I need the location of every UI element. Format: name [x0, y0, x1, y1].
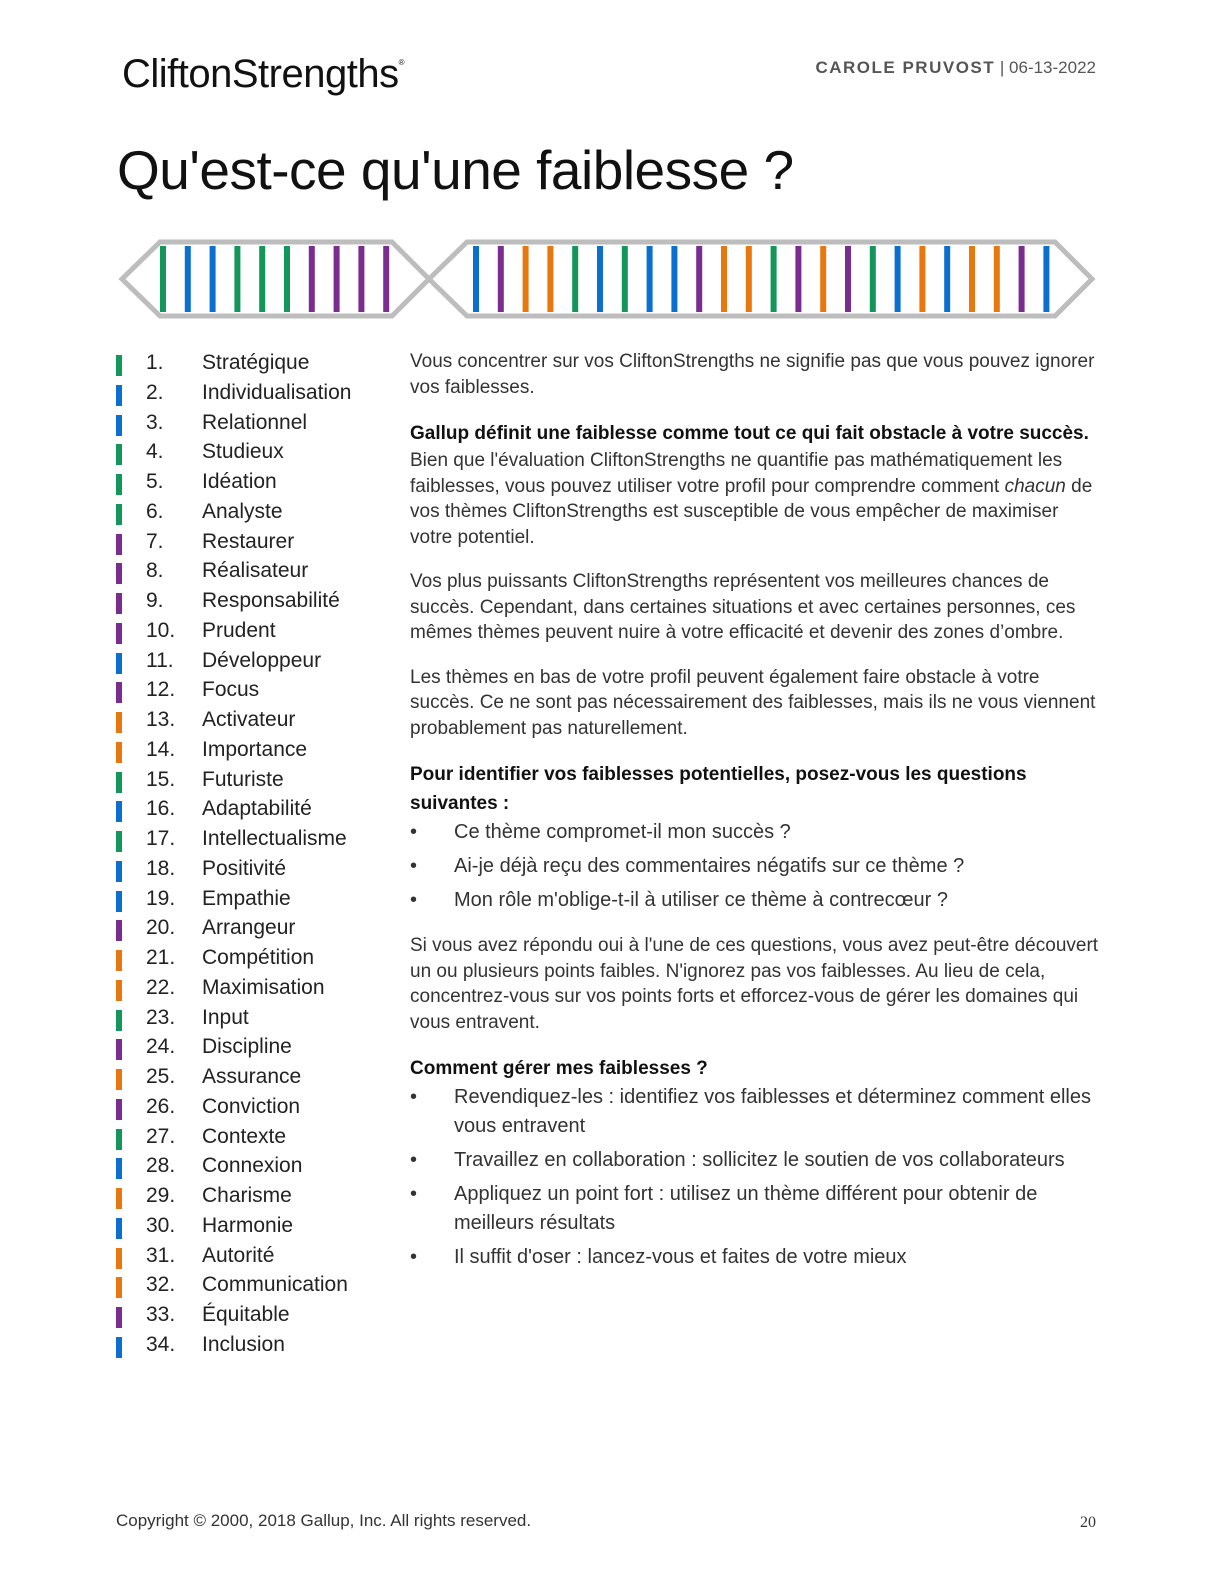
theme-name: Activateur: [202, 708, 296, 731]
theme-name: Stratégique: [202, 351, 310, 374]
theme-name: Charisme: [202, 1184, 292, 1207]
page-number: 20: [1080, 1514, 1096, 1531]
theme-color-bar: [116, 712, 122, 733]
bullet-glyph: •: [410, 855, 418, 877]
theme-color-bar: [116, 355, 122, 376]
bullet-glyph: •: [410, 1149, 418, 1171]
theme-color-bar: [116, 444, 122, 465]
theme-name: Restaurer: [202, 529, 295, 553]
theme-rank: 32.: [146, 1273, 176, 1297]
bullet-glyph: •: [410, 1246, 418, 1268]
theme-name: Focus: [202, 678, 260, 702]
logo-text: CliftonStrengths: [122, 52, 399, 96]
theme-rank: 25.: [146, 1065, 176, 1088]
theme-color-bar: [116, 1248, 122, 1269]
definition-heading: Gallup définit une faiblesse comme tout ce qui fait obstacle à votre succès.: [410, 423, 1089, 444]
theme-rank: 20.: [146, 916, 176, 940]
bullet-text: Appliquez un point fort : utilisez un thème différent pour obtenir de meilleurs résultats: [454, 1183, 1038, 1234]
theme-color-bar: [116, 593, 122, 614]
theme-color-bar: [116, 1010, 122, 1031]
dna-right-stripe: [944, 246, 950, 312]
questions-heading: Pour identifier vos faiblesses potentielles, posez-vous les questions suivantes :: [410, 764, 1027, 814]
theme-color-bar: [116, 653, 122, 674]
bullet-item: [410, 1146, 1100, 1175]
theme-color-bar: [116, 682, 122, 703]
theme-name: Analyste: [202, 499, 283, 523]
theme-name: Importance: [202, 737, 308, 761]
theme-rank: 14.: [146, 737, 176, 761]
theme-rank: 13.: [146, 708, 176, 731]
theme-rank: 24.: [146, 1035, 176, 1059]
theme-color-bar: [116, 980, 122, 1001]
theme-rank: 4.: [146, 440, 164, 464]
theme-name: Futuriste: [202, 767, 284, 791]
dna-right-stripe: [969, 246, 975, 312]
bullet-item: [410, 852, 1100, 881]
theme-color-bar: [116, 563, 122, 584]
theme-color-bar: [116, 1307, 122, 1328]
page-title: Qu'est-ce qu'une faiblesse ?: [117, 139, 794, 201]
theme-name: Idéation: [202, 470, 277, 493]
bullet-item: [410, 886, 1100, 915]
theme-rank: 12.: [146, 678, 176, 702]
theme-rank: 23.: [146, 1005, 176, 1029]
dna-left-stripe: [383, 246, 389, 312]
dna-left-stripe: [334, 246, 340, 312]
theme-color-bar: [116, 1337, 122, 1358]
theme-color-bar: [116, 1188, 122, 1209]
dna-left-stripe: [259, 246, 265, 312]
theme-name: Positivité: [202, 856, 287, 880]
theme-color-bar: [116, 950, 122, 971]
intro-paragraph: Vous concentrer sur vos CliftonStrengths ne signifie pas que vous pouvez ignorer vos faiblesses.: [410, 351, 1095, 398]
dna-right-stripe: [895, 246, 901, 312]
theme-color-bar: [116, 474, 122, 495]
theme-rank: 10.: [146, 618, 176, 642]
theme-name: Autorité: [202, 1243, 275, 1267]
dna-right-stripe: [795, 246, 801, 312]
theme-rank: 28.: [146, 1154, 176, 1178]
theme-color-bar: [116, 1277, 122, 1298]
theme-rank: 31.: [146, 1243, 176, 1267]
dna-right-stripe: [845, 246, 851, 312]
theme-rank: 21.: [146, 946, 176, 969]
questions-list: [410, 818, 1100, 915]
theme-name: Individualisation: [202, 380, 352, 404]
bullet-glyph: •: [410, 889, 418, 911]
theme-name: Input: [202, 1005, 249, 1029]
theme-color-bar: [116, 385, 122, 406]
definition-emphasis: chacun: [1004, 475, 1066, 497]
theme-name: Compétition: [202, 946, 315, 969]
theme-color-bar: [116, 831, 122, 852]
bullet-glyph: •: [410, 1086, 418, 1108]
bullet-text: Ce thème compromet-il mon succès ?: [454, 821, 791, 843]
manage-list: [410, 1083, 1100, 1272]
theme-color-bar: [116, 1099, 122, 1120]
theme-name: Empathie: [202, 886, 291, 910]
dna-right-stripe: [1043, 246, 1049, 312]
theme-rank: 2.: [146, 380, 164, 404]
dna-left-outline: [122, 242, 429, 316]
theme-name: Relationnel: [202, 410, 308, 434]
theme-rank: 30.: [146, 1213, 176, 1237]
clifton-strengths-logo: [122, 52, 404, 97]
theme-name: Assurance: [202, 1065, 302, 1088]
theme-rank: 33.: [146, 1303, 176, 1326]
theme-rank: 7.: [146, 529, 164, 553]
theme-rank: 34.: [146, 1332, 176, 1356]
main-content: [410, 349, 1100, 1290]
dna-right-stripe: [1019, 246, 1025, 312]
bullet-text: Ai-je déjà reçu des commentaires négatifs sur ce thème ?: [454, 855, 965, 877]
strengths-paragraph: Vos plus puissants CliftonStrengths représentent vos meilleures chances de succès. Cependant, dans certaines situations et avec certaines personnes, ces mêmes thèmes peuvent nuire à votre efficacité et devenir des zones d’ombre.: [410, 571, 1076, 643]
manage-heading: Comment gérer mes faiblesses ?: [410, 1058, 708, 1079]
theme-color-bar: [116, 1129, 122, 1150]
theme-color-bar: [116, 1158, 122, 1179]
report-date: 06-13-2022: [1009, 58, 1096, 77]
theme-rank: 3.: [146, 410, 164, 434]
report-header: [815, 58, 1096, 78]
theme-rank: 6.: [146, 499, 164, 523]
theme-rank: 15.: [146, 767, 176, 791]
dna-right-stripe: [473, 246, 479, 312]
registered-mark: ®: [398, 58, 404, 67]
bullet-text: Mon rôle m'oblige-t-il à utiliser ce thème à contrecœur ?: [454, 889, 949, 911]
theme-color-bar: [116, 891, 122, 912]
dna-right-stripe: [572, 246, 578, 312]
dna-right-stripe: [919, 246, 925, 312]
definition-text-end: de vos thèmes CliftonStrengths est susceptible de vous empêcher de maximiser votre potentiel.: [410, 475, 1093, 548]
theme-name: Conviction: [202, 1094, 301, 1118]
dna-right-stripe: [597, 246, 603, 312]
theme-color-bar: [116, 534, 122, 555]
theme-rank: 9.: [146, 589, 164, 612]
copyright-notice: Copyright © 2000, 2018 Gallup, Inc. All rights reserved.: [116, 1511, 532, 1530]
theme-color-bar: [116, 861, 122, 882]
theme-rank: 22.: [146, 975, 176, 999]
dna-left-stripe: [358, 246, 364, 312]
dna-strand-graphic: [117, 238, 1097, 320]
dna-right-stripe: [771, 246, 777, 312]
bullet-item: [410, 1243, 1100, 1272]
theme-color-bar: [116, 415, 122, 436]
theme-name: Communication: [202, 1273, 348, 1297]
dna-right-stripe: [622, 246, 628, 312]
bullet-item: [410, 818, 1100, 847]
theme-rank: 5.: [146, 470, 164, 493]
dna-right-stripe: [696, 246, 702, 312]
theme-name: Arrangeur: [202, 916, 296, 940]
theme-name: Réalisateur: [202, 559, 309, 583]
theme-rank: 27.: [146, 1124, 176, 1148]
dna-right-stripe: [994, 246, 1000, 312]
person-name: CAROLE PRUVOST: [815, 58, 996, 77]
theme-rank: 16.: [146, 797, 176, 821]
dna-right-stripe: [671, 246, 677, 312]
header-separator: |: [995, 58, 1010, 77]
dna-left-stripe: [234, 246, 240, 312]
bullet-glyph: •: [410, 1183, 418, 1205]
dna-right-stripe: [820, 246, 826, 312]
dna-left-stripe: [284, 246, 290, 312]
theme-rank: 11.: [146, 648, 174, 672]
theme-name: Adaptabilité: [202, 797, 312, 821]
dna-right-stripe: [870, 246, 876, 312]
theme-rank: 8.: [146, 559, 164, 583]
theme-rank: 17.: [146, 827, 176, 850]
theme-name: Discipline: [202, 1035, 292, 1059]
dna-left-stripe: [160, 246, 166, 312]
theme-name: Harmonie: [202, 1213, 294, 1237]
theme-rank: 1.: [146, 351, 164, 374]
theme-color-bar: [116, 742, 122, 763]
theme-name: Inclusion: [202, 1332, 285, 1356]
bullet-text: Travaillez en collaboration : sollicitez le soutien de vos collaborateurs: [454, 1149, 1065, 1171]
theme-color-bar: [116, 1039, 122, 1060]
bullet-text: Revendiquez-les : identifiez vos faiblesses et déterminez comment elles vous entravent: [454, 1086, 1091, 1137]
theme-name: Équitable: [202, 1303, 290, 1326]
theme-name: Contexte: [202, 1124, 287, 1148]
dna-left-stripe: [309, 246, 315, 312]
theme-name: Connexion: [202, 1154, 303, 1178]
dna-right-stripe: [523, 246, 529, 312]
dna-right-stripe: [746, 246, 752, 312]
theme-rank: 18.: [146, 856, 176, 880]
bullet-text: Il suffit d'oser : lancez-vous et faites de votre mieux: [454, 1246, 907, 1268]
theme-name: Intellectualisme: [202, 827, 347, 850]
dna-right-stripe: [647, 246, 653, 312]
theme-color-bar: [116, 772, 122, 793]
definition-paragraph: [410, 448, 1100, 550]
theme-color-bar: [116, 623, 122, 644]
dna-left-stripe: [210, 246, 216, 312]
theme-name: Studieux: [202, 440, 284, 464]
conclusion-paragraph: Si vous avez répondu oui à l'une de ces questions, vous avez peut-être découvert un ou plusieurs points faibles. N'ignorez pas vos faiblesses. Au lieu de cela, concentrez-vous sur vos points forts et efforcez-vous de gérer les domaines qui vous entravent.: [410, 935, 1099, 1033]
theme-rank: 29.: [146, 1184, 176, 1207]
theme-color-bar: [116, 801, 122, 822]
theme-name: Responsabilité: [202, 589, 340, 612]
dna-left-stripe: [185, 246, 191, 312]
dna-right-stripe: [721, 246, 727, 312]
theme-color-bar: [116, 504, 122, 525]
bullet-glyph: •: [410, 821, 418, 843]
bullet-item: [410, 1180, 1100, 1238]
definition-text-start: Bien que l'évaluation CliftonStrengths ne quantifie pas mathématiquement les faiblesses, vous pouvez utiliser votre profil pour comprendre comment: [410, 450, 1063, 497]
theme-name: Maximisation: [202, 975, 325, 999]
theme-color-bar: [116, 1218, 122, 1239]
dna-right-stripe: [498, 246, 504, 312]
theme-color-bar: [116, 1069, 122, 1090]
theme-name: Prudent: [202, 618, 276, 642]
bullet-item: [410, 1083, 1100, 1141]
theme-name: Développeur: [202, 648, 322, 672]
dna-right-stripe: [547, 246, 553, 312]
bottom-themes-paragraph: Les thèmes en bas de votre profil peuvent également faire obstacle à votre succès. Ce ne sont pas nécessairement des faiblesses, mais ils ne vous viennent probablement pas naturellement.: [410, 666, 1096, 739]
theme-color-bar: [116, 920, 122, 941]
theme-rank: 26.: [146, 1094, 176, 1118]
theme-rank: 19.: [146, 886, 176, 910]
